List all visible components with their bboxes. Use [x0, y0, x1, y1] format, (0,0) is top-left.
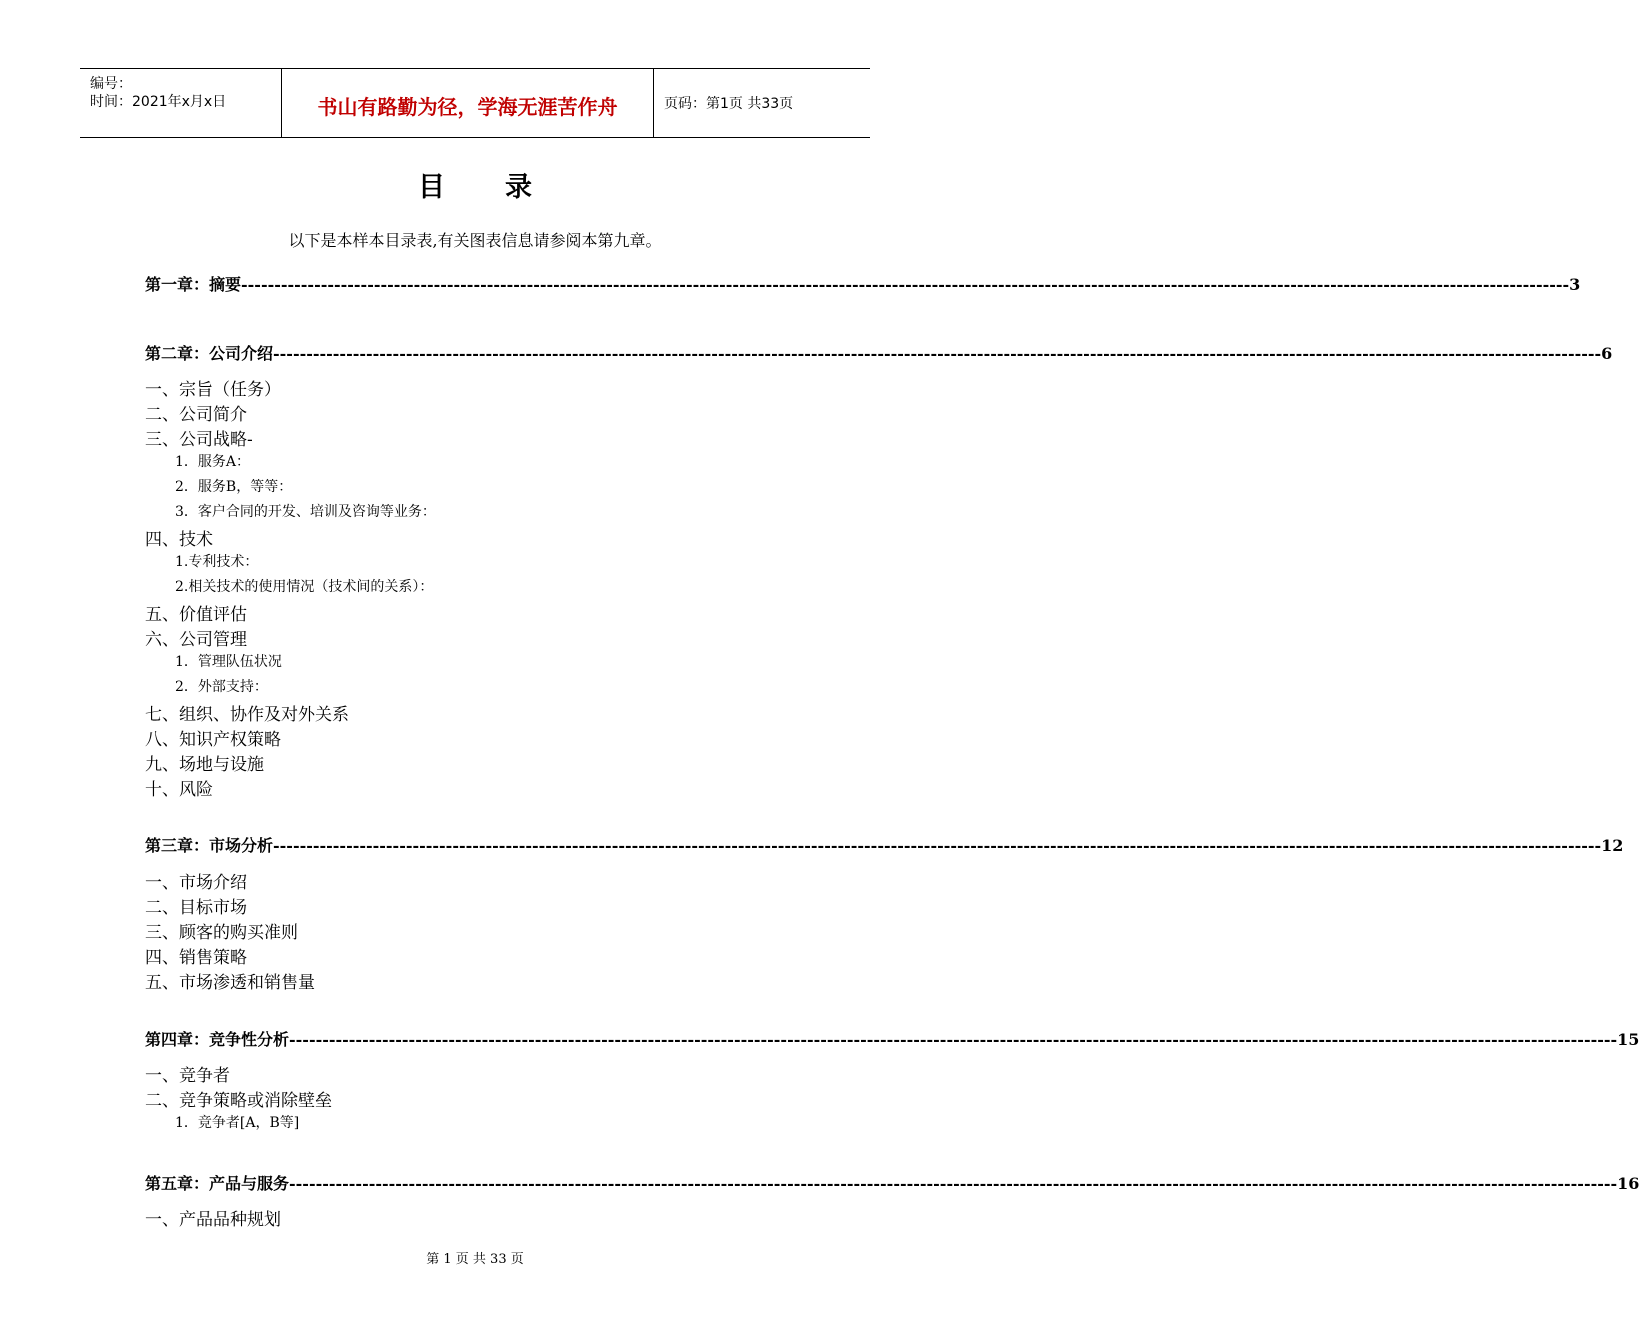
toc-item[interactable]: 二、目标市场 [145, 898, 247, 918]
chapter-page: 12 [1601, 836, 1624, 855]
code-label: 编号： [90, 76, 132, 92]
header-page-info: 页码：第1页 共33页 [664, 96, 794, 112]
header-meta-cell [80, 69, 282, 137]
leader-dots: -------------------------------------------------------------------------------------------------------------------------------------------------------------------------------------------------------- [289, 1030, 1618, 1049]
chapter-page: 6 [1601, 344, 1613, 363]
header-motto-cell [282, 69, 654, 137]
chapter-page: 16 [1617, 1174, 1639, 1193]
toc-item[interactable]: 九、场地与设施 [145, 755, 264, 775]
toc-item[interactable]: 二、竞争策略或消除壁垒 [145, 1091, 332, 1111]
toc-chapter-5[interactable] [145, 1171, 1639, 1194]
toc-chapter-2[interactable] [145, 341, 1613, 364]
toc-item[interactable]: 四、销售策略 [145, 948, 247, 968]
toc-item[interactable]: 五、市场渗透和销售量 [145, 973, 315, 993]
toc-chapter-4[interactable] [145, 1027, 1639, 1050]
toc-item[interactable]: 六、公司管理 [145, 630, 247, 650]
toc-subitem[interactable]: 1．管理队伍状况 [175, 654, 282, 670]
toc-item[interactable]: 一、竞争者 [145, 1066, 230, 1086]
leader-dots: -------------------------------------------------------------------------------------------------------------------------------------------------------------------------------------------------------- [241, 275, 1570, 294]
toc-subitem[interactable]: 2．外部支持： [175, 679, 268, 695]
chapter-page: 3 [1569, 275, 1581, 294]
leader-dots: -------------------------------------------------------------------------------------------------------------------------------------------------------------------------------------------------------- [273, 836, 1602, 855]
document-header [80, 68, 870, 138]
toc-item[interactable]: 八、知识产权策略 [145, 730, 281, 750]
chapter-page: 15 [1617, 1030, 1639, 1049]
chapter-label: 第二章：公司介绍 [145, 344, 274, 363]
toc-item[interactable]: 五、价值评估 [145, 605, 247, 625]
toc-subitem[interactable]: 3．客户合同的开发、培训及咨询等业务： [175, 504, 436, 520]
page-subtitle: 以下是本样本目录表,有关图表信息请参阅本第九章。 [288, 231, 662, 250]
toc-subitem[interactable]: 1.专利技术： [175, 554, 259, 570]
toc-item[interactable]: 七、组织、协作及对外关系 [145, 705, 349, 725]
chapter-label: 第四章：竞争性分析 [145, 1030, 290, 1049]
toc-item[interactable]: 一、产品品种规划 [145, 1210, 281, 1230]
page-footer: 第 1 页 共 33 页 [426, 1252, 524, 1267]
chapter-label: 第一章：摘要 [145, 275, 242, 294]
toc-item[interactable]: 三、顾客的购买准则 [145, 923, 298, 943]
time-label: 时间：2021年x月x日 [90, 94, 227, 110]
toc-chapter-1[interactable] [145, 272, 1581, 295]
toc-subitem[interactable]: 2.相关技术的使用情况（技术间的关系）： [175, 579, 434, 595]
chapter-label: 第三章：市场分析 [145, 836, 274, 855]
page-title: 目录 [418, 172, 592, 203]
motto: 书山有路勤为径，学海无涯苦作舟 [317, 94, 618, 119]
toc-subitem[interactable]: 1．竞争者[A，B等] [175, 1115, 300, 1131]
chapter-label: 第五章：产品与服务 [145, 1174, 290, 1193]
toc-item[interactable]: 二、公司简介 [145, 405, 247, 425]
toc-item[interactable]: 一、宗旨（任务） [145, 380, 281, 400]
toc-subitem[interactable]: 1．服务A： [175, 454, 251, 470]
leader-dots: -------------------------------------------------------------------------------------------------------------------------------------------------------------------------------------------------------- [273, 344, 1602, 363]
toc-item[interactable]: 十、风险 [145, 780, 213, 800]
toc-chapter-3[interactable] [145, 833, 1624, 856]
leader-dots: -------------------------------------------------------------------------------------------------------------------------------------------------------------------------------------------------------- [289, 1174, 1618, 1193]
toc-item[interactable]: 三、公司战略- [145, 430, 253, 450]
toc-item[interactable]: 一、市场介绍 [145, 873, 247, 893]
toc-item[interactable]: 四、技术 [145, 530, 213, 550]
toc-subitem[interactable]: 2．服务B，等等： [175, 479, 293, 495]
